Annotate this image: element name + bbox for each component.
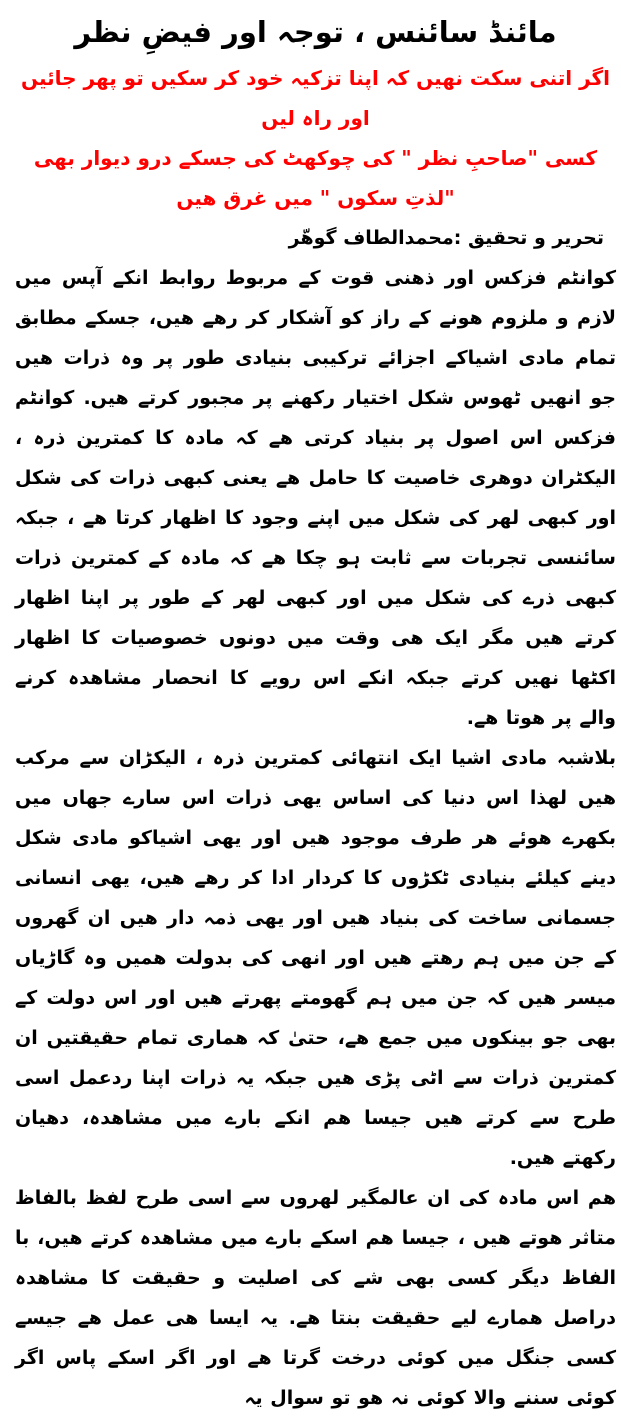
subtitle-line-1: اگر اتنی سکت نھیں کہ اپنا تزکیہ خود کر سکیں تو پھر جائیں اور راہ لیں [21,66,610,130]
body-paragraph-quantum-physics: کوانٹم فزکس اور ذھنی قوت کے مربوط روابط انکے آپس میں لازم و ملزوم ھونے کے راز کو آشکار کر رھے ھیں، جسکے مطابق تمام مادی اشیاکے اجزائے ترکیبی بنیادی طور پر وہ ذرات ھیں جو انھیں ٹھوس شکل اختیار رکھنے پر مجبور کرتے ھیں. کوانٹم فزکس اس اصول پر بنیاد کرتی ھے کہ مادہ کا کمترین ذرہ ، الیکٹران دوھری خاصیت کا حامل ھے یعنی کبھی ذرات کی شکل اور کبھی لھر کی شکل میں اپنے وجود کا اظھار کرتا ھے ، جبکہ سائنسی تجربات سے ثابت ہو چکا ھے کہ مادہ کے کمترین ذرات کبھی ذرے کی شکل میں اور کبھی لھر کے طور پر اپنا اظھار کرتے ھیں مگر ایک ھی وقت میں دونوں خصوصیات کا اظھار اکٹھا نھیں کرتے جبکہ انکے اس رویے کا انحصار مشاھدہ کرنے والے پر ھوتا ھے. [15,267,616,729]
author-byline: تحریر و تحقیق :محمدالطاف گوھّر [288,227,604,249]
document-page [10,6,621,1409]
body-paragraph-universal-waves: ھم اس مادہ کی ان عالمگیر لھروں سے اسی طرح لفظ بالفاظ متاثر ھوتے ھیں ، جیسا ھم اسکے بارے میں مشاھدہ کرتے ھیں، با الفاظ دیگر کسی بھی شے کی اصلیت و حقیقت کا مشاھدہ دراصل ھمارے لیے حقیقت بنتا ھے. یہ ایسا ھی عمل ھے جیسے کسی جنگل میں کوئی درخت گرتا ھے اور اگر اسکے پاس اگر کوئی سننے والا کوئی نہ ھو تو سوال یہ [15,1187,616,1409]
subtitle-line-2: کسی "صاحبِ نظر " کی چوکھٹ کی جسکے درو دیوار بھی "لذتِ سکوں " میں غرق ھیں [33,146,598,210]
page-title: مائنڈ سائنس ، توجہ اور فیضِ نظر [74,15,557,49]
body-paragraph-material-things: بلاشبہ مادی اشیا ایک انتھائی کمترین ذرہ ، الیکڑان سے مرکب ھیں لھذا اس دنیا کی اساس یھی ذرات اس سارے جھاں میں بکھرے ھوئے ھر طرف موجود ھیں اور یھی اشیاکو مادی شکل دینے کیلئے بنیادی ٹکڑوں کا کردار ادا کر رھے ھیں، یھی انسانی جسمانی ساخت کی بنیاد ھیں اور یھی ذمہ دار ھیں ان گھروں کے جن میں ہم رھتے ھیں اور انھی کی بدولت ھمیں وہ گاڑیاں میسر ھیں کہ جن میں ہم گھومتے پھرتے ھیں اور اس دولت کے بھی جو بینکوں میں جمع ھے، حتیٰ کہ ھماری تمام حقیقتیں ان کمترین ذرات سے اٹی پڑی ھیں جبکہ یہ ذرات اپنا ردعمل اسی طرح سے کرتے ھیں جیسا ھم انکے بارے میں مشاھدہ، دھیان رکھتے ھیں. [15,747,616,1169]
